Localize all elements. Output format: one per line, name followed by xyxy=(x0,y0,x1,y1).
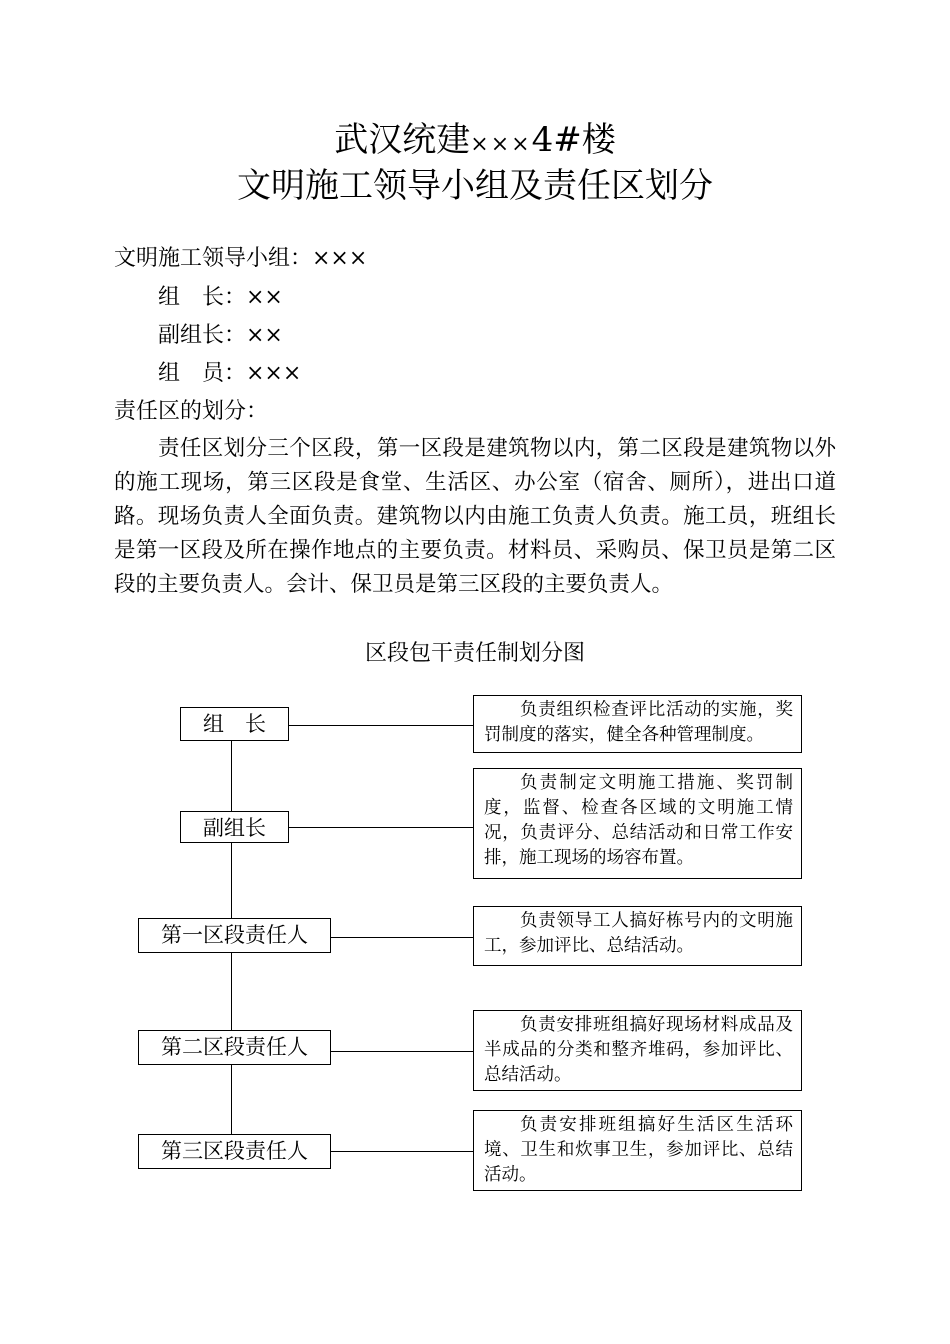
zones-heading: 责任区的划分： xyxy=(114,399,269,424)
title-placeholder: ××× xyxy=(470,132,532,157)
connector-zone1 xyxy=(330,937,474,938)
chart-title: 区段包干责任制划分图 xyxy=(364,641,585,666)
role-box-zone3: 第三区段责任人 xyxy=(138,1134,331,1169)
duty-box-zone3: 负责安排班组搞好生活区生活环境、卫生和炊事卫生，参加评比、总结活动。 xyxy=(473,1110,802,1191)
page-title-line1 xyxy=(0,112,950,161)
connector-zone3 xyxy=(330,1151,474,1152)
role-box-zone2: 第二区段责任人 xyxy=(138,1030,331,1065)
leadership-group-label: 文明施工领导小组：××× xyxy=(114,246,368,271)
duty-box-zone1: 负责领导工人搞好栋号内的文明施工，参加评比、总结活动。 xyxy=(473,906,802,966)
duty-box-zone2: 负责安排班组搞好现场材料成品及半成品的分类和整齐堆码，参加评比、总结活动。 xyxy=(473,1010,802,1091)
member-line: 组 员：××× xyxy=(158,361,302,386)
connector-leader xyxy=(288,725,474,726)
connector-deputy xyxy=(288,827,474,828)
page-title-line2: 文明施工领导小组及责任区划分 xyxy=(237,166,713,206)
leader-line: 组 长：×× xyxy=(158,285,283,310)
connector-zone2 xyxy=(330,1051,474,1052)
deputy-line: 副组长：×× xyxy=(158,323,283,348)
role-box-zone1: 第一区段责任人 xyxy=(138,918,331,953)
duty-box-deputy: 负责制定文明施工措施、奖罚制度，监督、检查各区域的文明施工情况，负责评分、总结活动和日常工作安排，施工现场的场容布置。 xyxy=(473,768,802,879)
title-prefix: 武汉统建 xyxy=(334,120,471,160)
zones-paragraph: 责任区划分三个区段，第一区段是建筑物以内，第二区段是建筑物以外的施工现场，第三区段是食堂、生活区、办公室（宿舍、厕所），进出口道路。现场负责人全面负责。建筑物以内由施工负责人负责。施工员，班组长是第一区段及所在操作地点的主要负责。材料员、采购员、保卫员是第二区段的主要负责人。会计、保卫员是第三区段的主要负责人。 xyxy=(114,436,836,597)
role-box-deputy: 副组长 xyxy=(180,811,289,843)
role-box-leader: 组 长 xyxy=(180,707,289,741)
title-suffix: 4#楼 xyxy=(531,120,616,160)
duty-box-leader: 负责组织检查评比活动的实施，奖罚制度的落实，健全各种管理制度。 xyxy=(473,695,802,753)
